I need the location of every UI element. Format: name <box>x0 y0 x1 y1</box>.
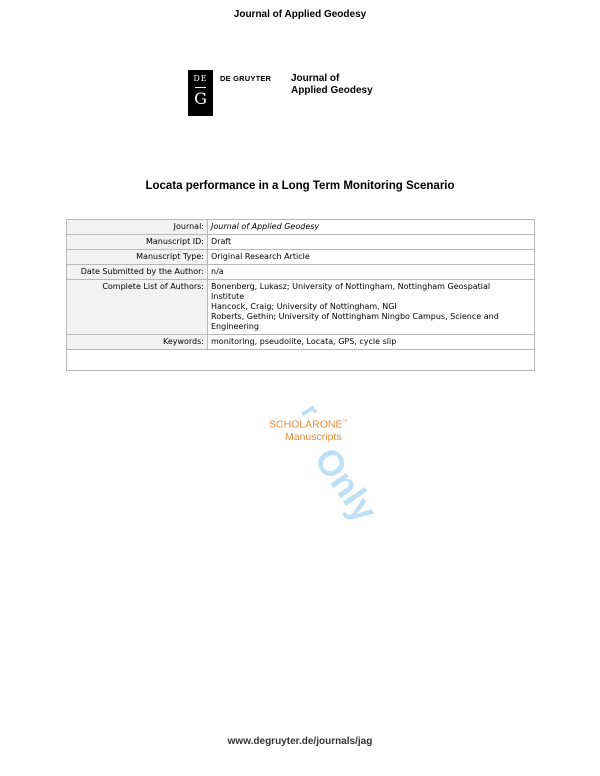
watermark-text: Only <box>306 440 386 530</box>
row-label: Manuscript ID: <box>67 235 208 250</box>
row-label: Keywords: <box>67 335 208 350</box>
row-label: Journal: <box>67 220 208 235</box>
header-journal-name: Journal of Applied Geodesy <box>233 9 367 20</box>
table-row <box>67 250 535 265</box>
manuscript-info-table <box>66 219 535 371</box>
author-line: Institute <box>211 292 245 301</box>
table-row <box>67 335 535 350</box>
scholarone-manuscripts: Manuscripts <box>285 430 342 443</box>
table-row <box>67 235 535 250</box>
row-value: n/a <box>208 265 535 280</box>
logo-publisher-name: DE GRUYTER <box>220 74 272 83</box>
table-row-empty <box>67 350 535 371</box>
author-line: Roberts, Gethin; University of Nottingham Ningbo Campus, Science and <box>211 312 499 321</box>
row-value: Draft <box>208 235 535 250</box>
row-value: Original Research Article <box>208 250 535 265</box>
footer-url: www.degruyter.de/journals/jag <box>227 736 373 747</box>
trademark-symbol: ™ <box>342 419 348 425</box>
table-row <box>67 280 535 335</box>
logo-journal-title <box>291 73 373 97</box>
scholarone-brand-b: ONE <box>319 418 343 431</box>
logo-title-line1: Journal of <box>291 73 340 84</box>
journal-value: Journal of Applied Geodesy <box>211 222 320 231</box>
scholarone-logo <box>269 416 348 443</box>
table-row <box>67 220 535 235</box>
watermark-fragment: r <box>295 398 326 424</box>
logo-divider <box>195 87 206 88</box>
author-line: Bonenberg, Lukasz; University of Nottingham, Nottingham Geospatial <box>211 282 491 291</box>
logo-de-text: DE <box>193 74 208 83</box>
row-value <box>208 220 535 235</box>
paper-title: Locata performance in a Long Term Monitoring Scenario <box>145 180 455 192</box>
row-value: monitoring, pseudolite, Locata, GPS, cycle slip <box>208 335 535 350</box>
table-row <box>67 265 535 280</box>
degruyter-logo <box>188 70 213 116</box>
author-line: Engineering <box>211 322 259 331</box>
authors-value <box>208 280 535 335</box>
row-label: Manuscript Type: <box>67 250 208 265</box>
scholarone-brand-a: SCHOLAR <box>269 418 320 431</box>
author-line: Hancock, Craig; University of Nottingham, NGI <box>211 302 397 311</box>
logo-title-line2: Applied Geodesy <box>291 85 373 96</box>
logo-g-text: G <box>194 89 207 108</box>
row-label: Complete List of Authors: <box>67 280 208 335</box>
empty-cell <box>67 350 535 371</box>
row-label: Date Submitted by the Author: <box>67 265 208 280</box>
